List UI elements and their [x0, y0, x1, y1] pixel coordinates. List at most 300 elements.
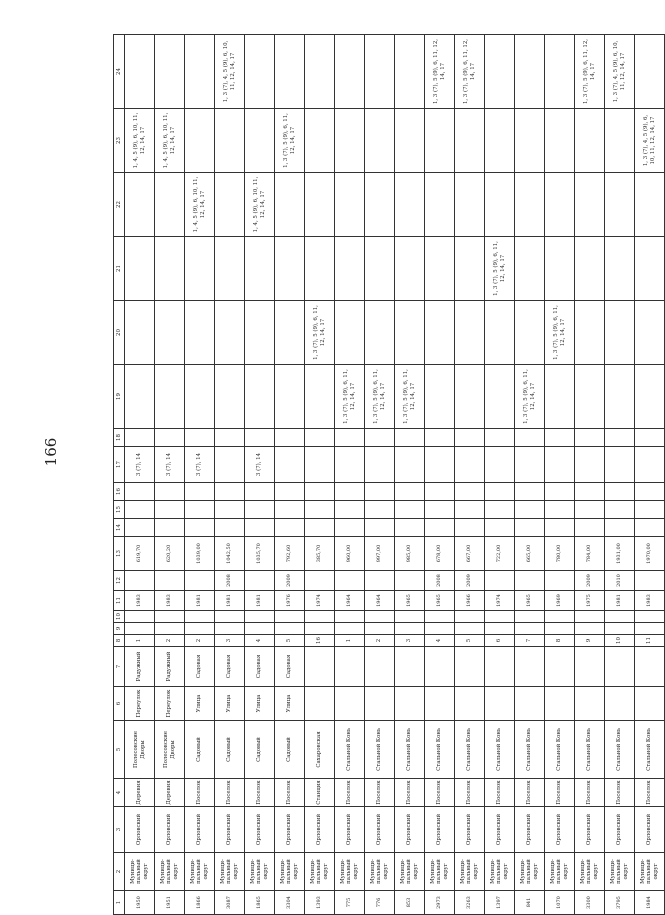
table-cell	[515, 109, 545, 173]
table-cell	[155, 611, 185, 623]
table-cell	[305, 611, 335, 623]
table-cell: 775	[335, 891, 365, 915]
table-cell: Стальной Конь	[485, 721, 515, 779]
table-cell: Орловский	[215, 807, 245, 853]
table-cell: 1	[335, 635, 365, 647]
table-cell	[605, 365, 635, 429]
table-cell	[155, 237, 185, 301]
table-cell: 1, 4, 5 (9), 6, 10, 11, 12, 14, 17	[155, 109, 185, 173]
table-cell: 3 (7), 14	[125, 447, 155, 483]
table-cell: Стальной Конь	[635, 721, 665, 779]
table-cell	[635, 623, 665, 635]
table-cell	[365, 483, 395, 501]
table-cell: Орловский	[575, 807, 605, 853]
table-cell: Поселок	[365, 779, 395, 807]
table-cell	[365, 173, 395, 237]
table-cell: Стальной Конь	[515, 721, 545, 779]
table-cell	[155, 623, 185, 635]
table-cell: Орловский	[125, 807, 155, 853]
table-cell: Поселок	[605, 779, 635, 807]
table-cell	[455, 519, 485, 537]
table-cell: Муници-пальный округ	[215, 853, 245, 891]
housing-table	[113, 34, 665, 915]
table-cell	[515, 447, 545, 483]
table-cell	[605, 301, 635, 365]
table-cell: Муници-пальный округ	[545, 853, 575, 891]
table-cell: 1981	[245, 591, 275, 611]
table-cell: Стальной Конь	[455, 721, 485, 779]
table-cell	[395, 483, 425, 501]
table-cell	[545, 519, 575, 537]
table-row	[575, 35, 605, 915]
table-cell	[275, 611, 305, 623]
table-cell	[305, 35, 335, 109]
table-cell	[425, 623, 455, 635]
table-cell: 1070	[545, 891, 575, 915]
table-cell	[185, 483, 215, 501]
table-cell: Орловский	[635, 807, 665, 853]
table-cell: Муници-пальный округ	[395, 853, 425, 891]
table-cell: 1950	[125, 891, 155, 915]
table-cell	[425, 647, 455, 687]
table-cell	[245, 109, 275, 173]
table-row	[545, 35, 575, 915]
table-cell: 1, 3 (7), 5 (9), 6, 11, 12, 14, 17	[275, 109, 305, 173]
table-cell: Улица	[275, 687, 305, 721]
table-cell	[635, 501, 665, 519]
table-cell: Садовый	[275, 721, 305, 779]
table-cell: 997,00	[365, 537, 395, 571]
table-cell: 2973	[425, 891, 455, 915]
table-cell	[545, 365, 575, 429]
table-cell: Садовая	[215, 647, 245, 687]
table-cell	[515, 429, 545, 447]
table-cell: Орловский	[155, 807, 185, 853]
table-cell	[155, 301, 185, 365]
table-cell: 1981	[185, 591, 215, 611]
table-cell: 1039,00	[185, 537, 215, 571]
column-number-header: 22	[114, 173, 125, 237]
table-cell: 1, 3 (7), 5 (9), 6, 11, 12, 14, 17	[395, 365, 425, 429]
table-cell: Поселок	[425, 779, 455, 807]
table-cell	[335, 483, 365, 501]
table-cell	[545, 611, 575, 623]
table-cell: 16	[305, 635, 335, 647]
table-cell	[605, 501, 635, 519]
table-cell	[575, 687, 605, 721]
table-cell	[545, 35, 575, 109]
table-cell: Садовая	[275, 647, 305, 687]
table-cell	[365, 571, 395, 591]
table-cell: 1969	[545, 591, 575, 611]
column-number-header: 24	[114, 35, 125, 109]
table-cell	[515, 173, 545, 237]
table-cell	[275, 519, 305, 537]
table-cell: 1, 3 (7), 5 (9), 6, 11, 12, 14, 17	[545, 301, 575, 365]
table-cell	[395, 571, 425, 591]
table-row	[185, 35, 215, 915]
table-cell: Поселок	[635, 779, 665, 807]
table-cell: 1	[125, 635, 155, 647]
table-cell: Поселок	[215, 779, 245, 807]
table-cell	[455, 237, 485, 301]
table-row	[425, 35, 455, 915]
table-cell	[125, 571, 155, 591]
table-cell	[515, 571, 545, 591]
column-number-header: 8	[114, 635, 125, 647]
table-cell: Орловский	[275, 807, 305, 853]
table-cell	[155, 501, 185, 519]
table-row	[395, 35, 425, 915]
table-cell: Стальной Конь	[545, 721, 575, 779]
table-cell	[455, 301, 485, 365]
table-cell	[395, 611, 425, 623]
table-cell	[305, 109, 335, 173]
table-row	[305, 35, 335, 915]
table-cell: Орловский	[395, 807, 425, 853]
table-cell	[365, 687, 395, 721]
table-cell: 780,00	[545, 537, 575, 571]
table-cell	[305, 519, 335, 537]
table-cell	[485, 173, 515, 237]
table-cell	[545, 173, 575, 237]
table-cell: 1, 4, 5 (9), 6, 10, 11, 12, 14, 17	[185, 173, 215, 237]
table-cell: 1983	[155, 591, 185, 611]
column-number-header: 18	[114, 429, 125, 447]
table-cell: 1866	[185, 891, 215, 915]
table-cell: 4	[425, 635, 455, 647]
table-cell	[155, 173, 185, 237]
table-cell	[335, 429, 365, 447]
table-cell: Садовый	[245, 721, 275, 779]
table-cell	[335, 237, 365, 301]
column-number-header: 15	[114, 501, 125, 519]
table-cell: Садовая	[185, 647, 215, 687]
table-cell	[515, 483, 545, 501]
table-cell: 619,70	[125, 537, 155, 571]
table-cell: Орловский	[335, 807, 365, 853]
table-cell	[245, 365, 275, 429]
table-row	[635, 35, 665, 915]
table-cell	[365, 647, 395, 687]
table-cell: Муници-пальный округ	[575, 853, 605, 891]
column-number-header: 4	[114, 779, 125, 807]
table-cell: 1951	[155, 891, 185, 915]
table-cell	[575, 501, 605, 519]
table-cell: Стальной Конь	[575, 721, 605, 779]
table-cell: 784,00	[575, 537, 605, 571]
table-cell	[395, 519, 425, 537]
table-cell: Поселок	[575, 779, 605, 807]
table-cell	[215, 365, 245, 429]
table-cell	[485, 301, 515, 365]
table-cell	[395, 501, 425, 519]
table-cell	[425, 173, 455, 237]
table-cell	[365, 447, 395, 483]
table-cell	[605, 447, 635, 483]
table-cell: 1975	[575, 591, 605, 611]
table-cell	[515, 35, 545, 109]
table-cell: Полесовские Дворы	[155, 721, 185, 779]
table-cell: 2	[365, 635, 395, 647]
table-cell: 1984	[635, 891, 665, 915]
table-row	[455, 35, 485, 915]
table-cell	[425, 365, 455, 429]
table-cell	[455, 623, 485, 635]
table-cell	[395, 429, 425, 447]
table-cell: Поселок	[275, 779, 305, 807]
table-cell: 1397	[485, 891, 515, 915]
table-cell	[275, 501, 305, 519]
column-number-header: 21	[114, 237, 125, 301]
table-cell	[215, 483, 245, 501]
table-cell	[335, 571, 365, 591]
table-cell	[245, 571, 275, 591]
table-cell	[635, 301, 665, 365]
table-cell: 1965	[515, 591, 545, 611]
table-cell	[275, 237, 305, 301]
table-cell	[275, 623, 305, 635]
table-cell	[545, 429, 575, 447]
table-cell	[245, 237, 275, 301]
table-cell	[395, 35, 425, 109]
table-cell: Муници-пальный округ	[605, 853, 635, 891]
table-cell: Полесовские Дворы	[125, 721, 155, 779]
table-cell	[485, 611, 515, 623]
table-cell	[365, 237, 395, 301]
table-cell	[215, 301, 245, 365]
table-cell: 11	[635, 635, 665, 647]
table-cell: 1, 3 (7), 4, 5 (9), 6, 10, 11, 12, 14, 17	[605, 35, 635, 109]
column-number-header: 7	[114, 647, 125, 687]
table-cell: 2	[185, 635, 215, 647]
table-cell: 3795	[605, 891, 635, 915]
table-cell	[485, 365, 515, 429]
column-number-header: 20	[114, 301, 125, 365]
table-cell	[425, 483, 455, 501]
table-cell: Орловский	[305, 807, 335, 853]
table-cell: 3	[215, 635, 245, 647]
table-cell	[155, 35, 185, 109]
table-cell: Орловский	[485, 807, 515, 853]
table-cell: Орловский	[365, 807, 395, 853]
table-cell	[515, 611, 545, 623]
table-cell	[575, 237, 605, 301]
table-cell	[545, 447, 575, 483]
table-cell: 1, 3 (7), 4, 5 (9), 6, 10, 11, 12, 14, 17	[635, 109, 665, 173]
table-cell: 2009	[275, 571, 305, 591]
table-cell: Муници-пальный округ	[455, 853, 485, 891]
table-cell	[335, 35, 365, 109]
table-cell: 1964	[335, 591, 365, 611]
table-cell	[515, 687, 545, 721]
table-cell: Муници-пальный округ	[485, 853, 515, 891]
table-cell	[245, 501, 275, 519]
table-cell	[335, 301, 365, 365]
table-cell	[605, 109, 635, 173]
table-cell	[485, 447, 515, 483]
table-cell	[275, 365, 305, 429]
table-cell: Муници-пальный округ	[365, 853, 395, 891]
table-cell	[185, 109, 215, 173]
table-cell: 792,60	[275, 537, 305, 571]
table-cell: Орловский	[425, 807, 455, 853]
table-cell	[485, 519, 515, 537]
table-cell: 8	[545, 635, 575, 647]
column-number-header: 13	[114, 537, 125, 571]
table-cell	[515, 519, 545, 537]
table-cell	[365, 35, 395, 109]
table-cell: Поселок	[455, 779, 485, 807]
table-cell	[335, 687, 365, 721]
table-cell	[575, 109, 605, 173]
table-cell	[275, 35, 305, 109]
table-cell	[395, 687, 425, 721]
table-cell	[185, 35, 215, 109]
table-cell	[455, 447, 485, 483]
table-row	[605, 35, 635, 915]
table-cell	[185, 301, 215, 365]
table-cell	[575, 483, 605, 501]
table-cell	[605, 429, 635, 447]
table-cell: Поселок	[335, 779, 365, 807]
table-cell	[575, 611, 605, 623]
table-cell	[185, 519, 215, 537]
table-cell	[305, 501, 335, 519]
table-cell: 985,00	[395, 537, 425, 571]
table-row	[155, 35, 185, 915]
table-cell: 1981	[215, 591, 245, 611]
table-cell	[605, 173, 635, 237]
table-cell: 3 (7), 14	[245, 447, 275, 483]
table-cell	[455, 687, 485, 721]
column-number-header: 1	[114, 891, 125, 915]
table-cell: Улица	[215, 687, 245, 721]
table-cell	[395, 173, 425, 237]
table-cell	[575, 447, 605, 483]
table-cell	[455, 647, 485, 687]
table-cell: Улица	[185, 687, 215, 721]
table-cell: 1983	[635, 591, 665, 611]
column-number-header: 19	[114, 365, 125, 429]
table-cell	[365, 623, 395, 635]
table-cell	[395, 109, 425, 173]
table-cell: 1035,70	[245, 537, 275, 571]
table-cell: Стальной Конь	[395, 721, 425, 779]
table-cell: 5	[275, 635, 305, 647]
table-cell	[185, 501, 215, 519]
table-cell	[185, 623, 215, 635]
housing-table-container	[113, 35, 659, 915]
table-cell	[305, 365, 335, 429]
table-cell: 853	[395, 891, 425, 915]
table-cell	[545, 109, 575, 173]
table-cell	[635, 519, 665, 537]
table-row	[335, 35, 365, 915]
table-cell	[245, 623, 275, 635]
table-cell	[155, 483, 185, 501]
table-cell	[515, 647, 545, 687]
table-cell	[185, 365, 215, 429]
table-cell	[605, 237, 635, 301]
table-cell: 678,00	[425, 537, 455, 571]
table-cell: Поселок	[515, 779, 545, 807]
column-number-header: 5	[114, 721, 125, 779]
table-cell: 1042,50	[215, 537, 245, 571]
table-cell	[575, 301, 605, 365]
table-cell: 9	[575, 635, 605, 647]
table-cell	[245, 35, 275, 109]
table-cell	[245, 301, 275, 365]
table-cell: Поселок	[395, 779, 425, 807]
table-cell: 1, 3 (7), 5 (9), 6, 11, 12, 14, 17	[365, 365, 395, 429]
table-cell: 1393	[305, 891, 335, 915]
table-cell	[215, 429, 245, 447]
table-cell: 1865	[245, 891, 275, 915]
table-row	[125, 35, 155, 915]
table-cell	[245, 429, 275, 447]
column-number-header: 3	[114, 807, 125, 853]
table-cell	[185, 237, 215, 301]
table-cell: 1, 3 (7), 4, 5 (9), 6, 10, 11, 12, 14, 17	[215, 35, 245, 109]
table-cell: 4	[245, 635, 275, 647]
table-cell	[575, 647, 605, 687]
table-cell	[335, 501, 365, 519]
table-cell: Орловский	[515, 807, 545, 853]
table-cell	[395, 447, 425, 483]
table-cell	[425, 687, 455, 721]
table-cell: 1, 3 (7), 5 (9), 6, 11, 12, 14, 17	[575, 35, 605, 109]
table-cell	[455, 173, 485, 237]
column-number-header: 6	[114, 687, 125, 721]
table-cell: Поселок	[545, 779, 575, 807]
table-cell: 1965	[425, 591, 455, 611]
table-cell	[515, 301, 545, 365]
table-cell: Переулок	[155, 687, 185, 721]
table-cell: 3 (7), 14	[155, 447, 185, 483]
table-cell	[455, 483, 485, 501]
table-cell	[305, 429, 335, 447]
table-cell: 3300	[575, 891, 605, 915]
table-cell	[335, 611, 365, 623]
table-cell: 6	[485, 635, 515, 647]
table-cell	[215, 519, 245, 537]
table-cell	[455, 429, 485, 447]
table-cell	[635, 429, 665, 447]
table-cell	[485, 429, 515, 447]
table-cell	[485, 571, 515, 591]
table-cell	[185, 611, 215, 623]
table-cell	[605, 519, 635, 537]
table-cell: Радужный	[125, 647, 155, 687]
column-number-header: 11	[114, 591, 125, 611]
table-cell	[425, 237, 455, 301]
table-cell	[425, 301, 455, 365]
table-cell: 841	[515, 891, 545, 915]
column-number-header: 16	[114, 483, 125, 501]
table-cell: Улица	[245, 687, 275, 721]
table-cell	[575, 429, 605, 447]
table-cell	[515, 501, 545, 519]
table-cell	[335, 519, 365, 537]
table-cell	[125, 623, 155, 635]
table-cell	[305, 571, 335, 591]
table-cell	[215, 173, 245, 237]
table-cell: 1970,00	[635, 537, 665, 571]
table-cell	[575, 519, 605, 537]
table-cell	[365, 301, 395, 365]
table-cell	[155, 571, 185, 591]
